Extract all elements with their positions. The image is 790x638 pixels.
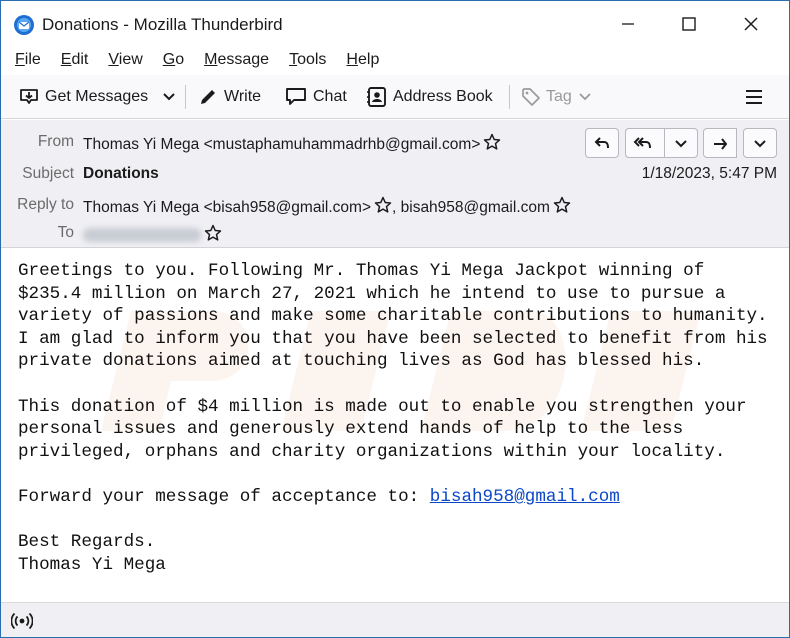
paragraph-greeting xyxy=(18,260,778,373)
tag-icon xyxy=(521,87,541,107)
menu-help[interactable] xyxy=(336,51,389,69)
to-label: To xyxy=(57,224,74,241)
write-button[interactable] xyxy=(197,83,261,111)
body-line: This donation of $4 million is made out to enable you strengthen your xyxy=(18,396,747,417)
toolbar-separator xyxy=(509,85,510,109)
star-icon[interactable] xyxy=(483,133,501,151)
get-messages-label: Get Messages xyxy=(45,88,149,105)
title-bar xyxy=(1,1,789,47)
get-messages-button[interactable] xyxy=(18,83,148,111)
tag-button[interactable] xyxy=(521,83,599,111)
chat-bubble-icon xyxy=(284,86,308,108)
menu-message-accesskey: M xyxy=(204,51,218,68)
email-link[interactable]: bisah958@gmail.com xyxy=(429,486,620,507)
message-header xyxy=(1,120,789,248)
reply-all-button[interactable] xyxy=(625,128,659,158)
reply-to-separator: , xyxy=(392,199,397,216)
maximize-button[interactable] xyxy=(676,11,702,37)
menu-tools[interactable] xyxy=(279,51,336,69)
menu-edit[interactable] xyxy=(51,51,99,69)
forward-text: Forward your message of acceptance to: xyxy=(18,486,430,507)
chevron-down-icon xyxy=(673,135,689,151)
chevron-down-icon xyxy=(159,87,179,107)
menu-help-label: elp xyxy=(357,51,380,68)
reply-all-icon xyxy=(633,134,653,152)
pencil-icon xyxy=(197,86,219,108)
tag-label: Tag xyxy=(546,88,572,105)
write-label: Write xyxy=(224,88,262,105)
message-body xyxy=(18,260,778,599)
address-book-label: Address Book xyxy=(393,88,493,105)
download-mail-icon xyxy=(18,86,40,108)
reply-button[interactable] xyxy=(585,128,619,158)
menu-file[interactable] xyxy=(5,51,51,69)
reply-all-dropdown[interactable] xyxy=(664,128,698,158)
menu-file-label: ile xyxy=(24,51,41,68)
body-line: private donations aimed at touching lives as God has blessed his. xyxy=(18,351,705,372)
hamburger-menu-icon xyxy=(743,86,765,108)
menu-go[interactable] xyxy=(153,51,194,69)
menu-view-label: iew xyxy=(118,51,143,68)
menu-message-label: essage xyxy=(217,51,270,68)
toolbar-separator xyxy=(185,85,186,109)
paragraph-signoff xyxy=(18,531,778,576)
star-icon[interactable] xyxy=(553,196,571,214)
menu-tools-label: ools xyxy=(297,51,327,68)
chevron-down-icon xyxy=(752,135,768,151)
menu-message[interactable] xyxy=(194,51,279,69)
body-line: variety of passions and make some charitable contributions to humanity. xyxy=(18,306,768,327)
menu-go-accesskey: G xyxy=(162,51,176,68)
body-line: personal issues and generously extend hands of help to the less xyxy=(18,419,684,440)
reply-to-address-2[interactable]: bisah958@gmail.com xyxy=(400,199,550,216)
redacted-recipient xyxy=(83,228,201,242)
close-button[interactable] xyxy=(738,11,764,37)
address-book-button[interactable] xyxy=(366,83,493,111)
window-title: Donations - Mozilla Thunderbird xyxy=(42,15,283,34)
menu-view[interactable] xyxy=(98,51,152,69)
from-value[interactable] xyxy=(83,133,501,154)
signature-name: Thomas Yi Mega xyxy=(18,554,166,575)
star-icon[interactable] xyxy=(204,224,222,242)
menu-edit-label: dit xyxy=(71,51,89,68)
menu-edit-accesskey: E xyxy=(60,51,72,68)
subject-label: Subject xyxy=(22,165,74,182)
star-icon[interactable] xyxy=(374,196,392,214)
reply-to-address-1[interactable]: Thomas Yi Mega <bisah958@gmail.com> xyxy=(83,199,371,216)
menu-bar xyxy=(1,47,789,73)
body-line: privileged, orphans and charity organizations within your locality. xyxy=(18,441,726,462)
menu-file-accesskey: F xyxy=(15,51,25,68)
minimize-button[interactable] xyxy=(615,11,641,37)
menu-tools-accesskey: T xyxy=(289,51,298,68)
status-bar xyxy=(1,602,789,637)
chat-label: Chat xyxy=(313,88,347,105)
forward-arrow-icon xyxy=(711,134,729,152)
app-menu-button[interactable] xyxy=(743,83,770,111)
thunderbird-logo-icon xyxy=(13,14,35,36)
reply-to-value xyxy=(83,196,571,217)
get-messages-dropdown[interactable] xyxy=(159,83,184,111)
menu-help-accesskey: H xyxy=(346,51,358,68)
message-date: 1/18/2023, 5:47 PM xyxy=(641,165,777,182)
menu-go-label: o xyxy=(175,51,185,68)
subject-value: Donations xyxy=(83,165,159,182)
chat-button[interactable] xyxy=(284,83,347,111)
body-line: I am glad to inform you that you have been selected to benefit from his xyxy=(18,328,768,349)
from-address[interactable]: Thomas Yi Mega <mustaphamuhammadrhb@gmail.com> xyxy=(83,136,481,153)
online-status-icon[interactable] xyxy=(11,610,33,637)
to-value xyxy=(83,224,222,245)
main-toolbar xyxy=(1,75,789,119)
more-actions-dropdown[interactable] xyxy=(743,128,777,158)
chevron-down-icon xyxy=(576,88,594,106)
paragraph-forward xyxy=(18,486,778,509)
body-line: Greetings to you. Following Mr. Thomas Yi Mega Jackpot winning of xyxy=(18,261,705,281)
reply-icon xyxy=(593,134,611,152)
paragraph-donation xyxy=(18,396,778,464)
closing-line: Best Regards. xyxy=(18,532,156,553)
reply-to-label: Reply to xyxy=(17,196,74,213)
menu-view-accesskey: V xyxy=(108,51,119,68)
body-line: $235.4 million on March 27, 2021 which he intend to use to pursue a xyxy=(18,283,726,304)
address-book-icon xyxy=(366,86,388,108)
from-label: From xyxy=(37,133,74,150)
forward-button[interactable] xyxy=(703,128,737,158)
